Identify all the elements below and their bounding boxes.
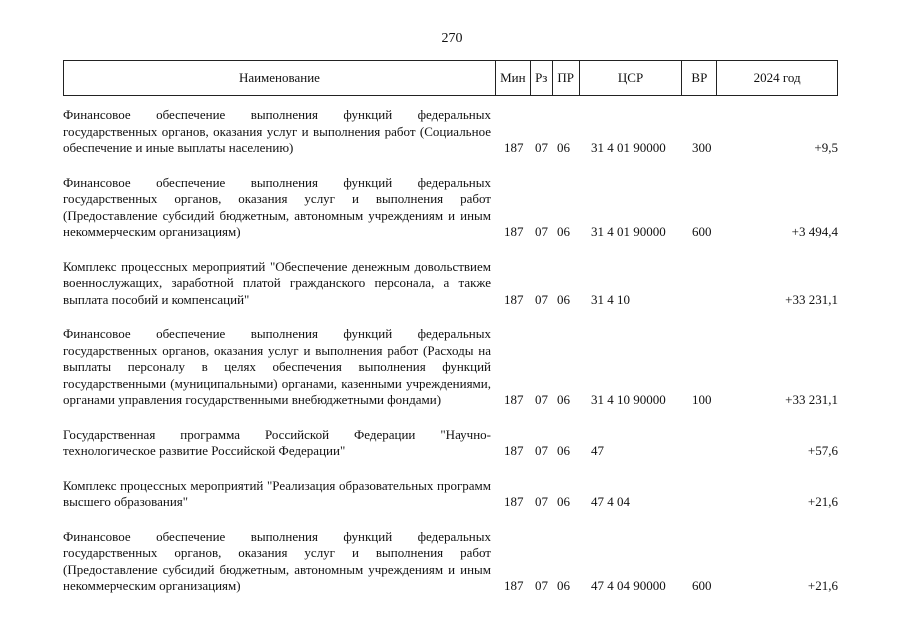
table-row	[63, 326, 838, 409]
header-min: Мин	[496, 61, 531, 95]
row-name: Государственная программа Российской Федерации "Научно-технологическое развитие Российской Федерации"	[63, 426, 491, 458]
table-row	[63, 259, 838, 309]
row-amount: +33 231,1	[785, 291, 838, 307]
table-row	[63, 478, 838, 511]
row-csr: 47	[591, 443, 604, 458]
row-rz: 07	[535, 443, 548, 458]
row-rz: 07	[535, 494, 548, 509]
row-pr: 06	[557, 140, 570, 155]
row-vr: 600	[692, 578, 712, 593]
row-vr: 100	[692, 392, 712, 407]
row-pr: 06	[557, 291, 570, 307]
row-pr: 06	[557, 224, 570, 239]
table-row	[63, 427, 838, 460]
row-pr: 06	[557, 392, 570, 407]
table-row	[63, 107, 838, 157]
row-pr: 06	[557, 494, 570, 509]
row-rz: 07	[535, 578, 548, 593]
row-min: 187	[504, 392, 524, 407]
row-min: 187	[504, 224, 524, 239]
row-name: Комплекс процессных мероприятий "Обеспечение денежным довольствием военнослужащих, заработной платой гражданского персонала, а также выплата пособий и компенсаций"	[63, 258, 491, 307]
row-pr: 06	[557, 578, 570, 593]
row-amount: +33 231,1	[785, 392, 838, 407]
table-row	[63, 529, 838, 595]
row-name: Финансовое обеспечение выполнения функций федеральных государственных органов, оказания услуг и выполнения работ (Предоставление субсидий бюджетным, автономным учреждениям и иным некоммерческим организациям)	[63, 528, 491, 593]
row-amount: +21,6	[807, 578, 838, 593]
row-min: 187	[504, 578, 524, 593]
row-csr: 31 4 01 90000	[591, 140, 666, 155]
row-csr: 31 4 10	[591, 291, 630, 307]
row-amount: +57,6	[807, 443, 838, 458]
header-name: Наименование	[64, 61, 496, 95]
row-rz: 07	[535, 392, 548, 407]
header-rz: Рз	[531, 61, 553, 95]
row-rz: 07	[535, 224, 548, 239]
row-amount: +9,5	[814, 140, 838, 155]
table-body	[63, 107, 838, 613]
header-csr: ЦСР	[580, 61, 683, 95]
row-min: 187	[504, 494, 524, 509]
row-name: Финансовое обеспечение выполнения функций федеральных государственных органов, оказания услуг и выполнения работ (Предоставление субсидий бюджетным, автономным учреждениям и иным некоммерческим организациям)	[63, 174, 491, 239]
page-number: 270	[441, 31, 463, 46]
row-rz: 07	[535, 291, 548, 307]
row-rz: 07	[535, 140, 548, 155]
row-name: Финансовое обеспечение выполнения функций федеральных государственных органов, оказания услуг и выполнения работ (Социальное обеспечение и иные выплаты населению)	[63, 107, 491, 155]
row-csr: 47 4 04 90000	[591, 578, 666, 593]
header-year: 2024 год	[753, 70, 801, 85]
table-header	[63, 60, 838, 96]
row-name: Комплекс процессных мероприятий "Реализация образовательных программ высшего образования"	[63, 477, 491, 509]
row-min: 187	[504, 291, 524, 307]
row-min: 187	[504, 443, 524, 458]
row-csr: 31 4 01 90000	[591, 224, 666, 239]
table-row	[63, 175, 838, 241]
header-pr: ПР	[553, 61, 580, 95]
row-csr: 47 4 04	[591, 494, 630, 509]
row-min: 187	[504, 140, 524, 155]
header-vr: ВР	[682, 61, 717, 95]
row-vr: 300	[692, 140, 712, 155]
row-vr: 600	[692, 224, 712, 239]
row-amount: +21,6	[807, 494, 838, 509]
row-csr: 31 4 10 90000	[591, 392, 666, 407]
row-name: Финансовое обеспечение выполнения функций федеральных государственных органов, оказания услуг и выполнения работ (Расходы на выплаты персоналу в целях обеспечения выполнения функций государственными (муниципальными) органами, казенными учреждениями, органами управления государственными внебюджетными фондами)	[63, 326, 491, 407]
row-amount: +3 494,4	[791, 224, 838, 239]
row-pr: 06	[557, 443, 570, 458]
